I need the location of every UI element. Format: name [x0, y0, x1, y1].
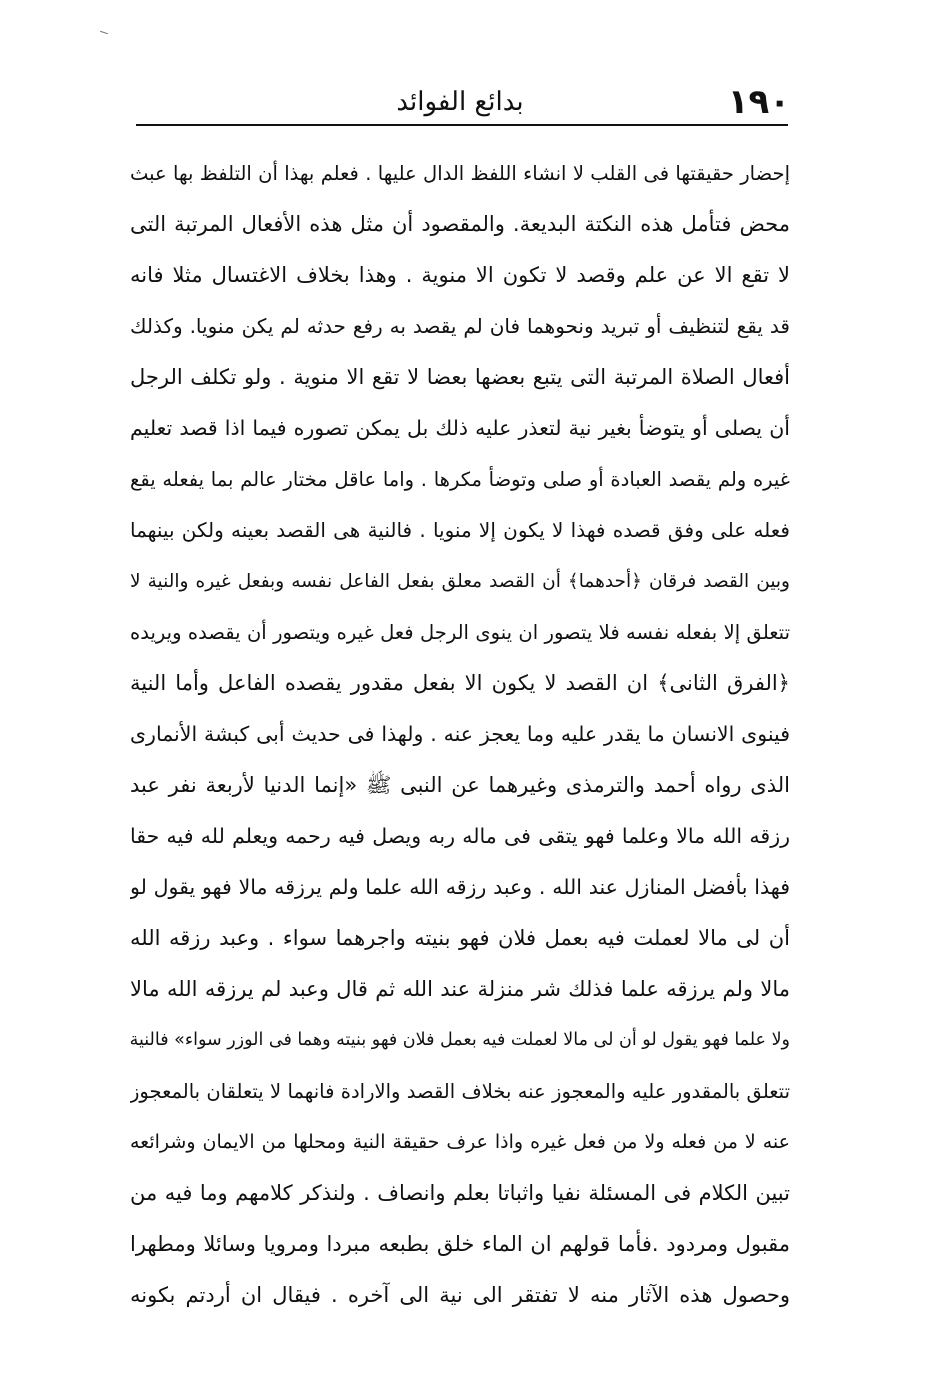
- text-line: تتعلق إلا بفعله نفسه فلا يتصور ان ينوى الرجل فعل غيره ويتصور أن يقصده ويريده: [130, 621, 790, 644]
- text-line: مقبول ومردود .فأما قولهم ان الماء خلق بطبعه مبردا ومرويا وسائلا ومطهرا: [130, 1232, 790, 1256]
- text-line: أن لى مالا لعملت فيه بعمل فلان فهو بنيته واجرهما سواء . وعبد رزقه الله: [130, 926, 790, 950]
- page-number: ١٩٠: [727, 82, 790, 122]
- text-line: وبين القصد فرقان ﴿أحدهما﴾ أن القصد معلق بفعل الفاعل نفسه وبفعل غيره والنية لا: [130, 571, 790, 592]
- text-line: محض فتأمل هذه النكتة البديعة. والمقصود أن مثل هذه الأفعال المرتبة التى: [130, 212, 790, 236]
- text-line: مالا ولم يرزقه علما فذلك شر منزلة عند الله ثم قال وعبد لم يرزقه الله مالا: [130, 977, 790, 1001]
- text-line: لا تقع الا عن علم وقصد لا تكون الا منوية . وهذا بخلاف الاغتسال مثلا فانه: [130, 263, 790, 287]
- text-line: أفعال الصلاة المرتبة التى يتبع بعضها بعضا لا تقع الا منوية . ولو تكلف الرجل: [130, 365, 790, 389]
- text-line: غيره ولم يقصد العبادة أو صلى وتوضأ مكرها . واما عاقل مختار عالم بما يفعله يقع: [130, 468, 790, 491]
- text-line: وحصول هذه الآثار منه لا تفتقر الى نية الى آخره . فيقال ان أردتم بكونه: [130, 1283, 790, 1307]
- text-line: فهذا بأفضل المنازل عند الله . وعبد رزقه الله علما ولم يرزقه مالا فهو يقول لو: [130, 875, 790, 899]
- text-line: تتعلق بالمقدور عليه والمعجوز عنه بخلاف القصد والارادة فانهما لا يتعلقان بالمعجوز: [130, 1080, 790, 1103]
- text-line: ﴿الفرق الثانى﴾ ان القصد لا يكون الا بفعل مقدور يقصده الفاعل وأما النية: [130, 671, 790, 695]
- page-header: [130, 70, 790, 130]
- text-line: تبين الكلام فى المسئلة نفيا واثباتا بعلم وانصاف . ولنذكر كلامهم وما فيه من: [130, 1181, 790, 1205]
- text-line: ولا علما فهو يقول لو أن لى مالا لعملت فيه بعمل فلان فهو بنيته وهما فى الوزر سواء» فالنية: [130, 1030, 790, 1050]
- text-line: فينوى الانسان ما يقدر عليه وما يعجز عنه . ولهذا فى حديث أبى كبشة الأنمارى: [130, 722, 790, 746]
- text-line: قد يقع لتنظيف أو تبريد ونحوهما فان لم يقصد به رفع حدثه لم يكن منويا. وكذلك: [130, 314, 790, 338]
- running-title: بدائع الفوائد: [396, 87, 524, 117]
- header-divider: [136, 124, 788, 126]
- text-line: فعله على وفق قصده فهذا لا يكون إلا منويا . فالنية هى القصد بعينه ولكن بينهما: [130, 518, 790, 542]
- text-line: عنه لا من فعله ولا من فعل غيره واذا عرف حقيقة النية ومحلها من الايمان وشرائعه: [130, 1131, 790, 1153]
- stray-mark: [100, 31, 108, 34]
- text-line: رزقه الله مالا وعلما فهو يتقى فى ماله ربه ويصل فيه رحمه ويعلم لله فيه حقا: [130, 824, 790, 848]
- text-line: الذى رواه أحمد والترمذى وغيرهما عن النبى ﷺ «إنما الدنيا لأربعة نفر عبد: [130, 773, 790, 797]
- text-line: أن يصلى أو يتوضأ بغير نية لتعذر عليه ذلك بل يمكن تصوره فيما اذا قصد تعليم: [130, 416, 790, 440]
- body-text: [130, 148, 790, 1321]
- text-line: إحضار حقيقتها فى القلب لا انشاء اللفظ الدال عليها . فعلم بهذا أن التلفظ بها عبث: [130, 162, 790, 185]
